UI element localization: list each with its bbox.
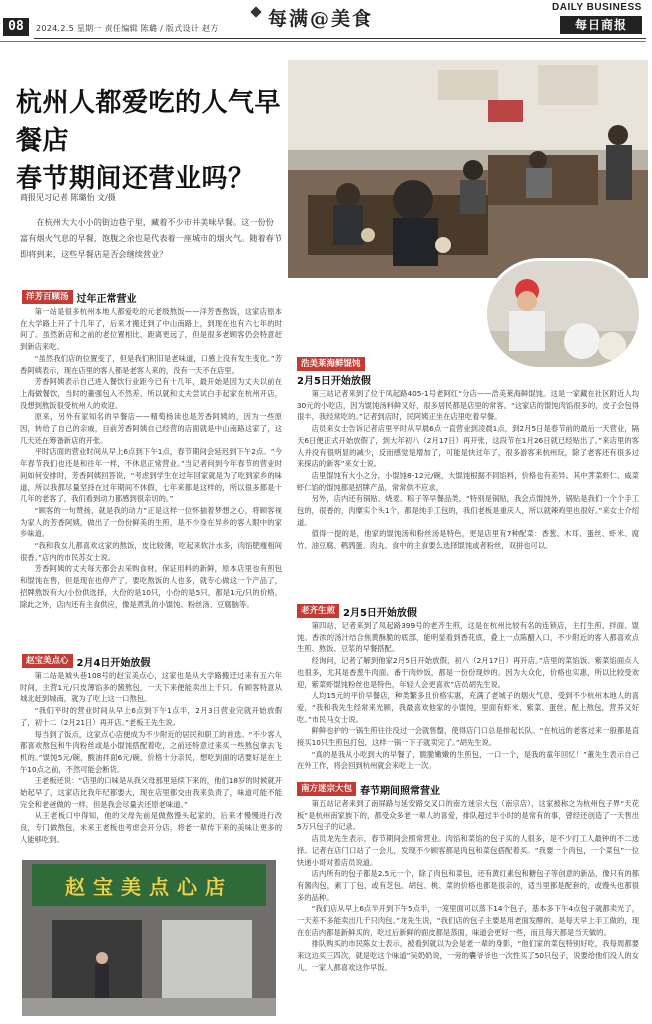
shop-sign-text: 赵宝美点心店 <box>65 875 233 899</box>
section-5-header <box>297 782 440 796</box>
paragraph: 经询问，记者了解到他家2月5日开始放假，初八（2月17日）再开店。”店里的菜馅饭、紫菜馅面点人也很多，尤其是香葱牛肉面、番干肉炒饭，都是一份份现炒的。因为大众化，价格也实惠，所以比较受欢迎，紫菜虾馄饨粉丝也是特色，年轻人会更喜欢”店员胡先生说。 <box>297 656 639 689</box>
masthead-cn: 每日商报 <box>560 16 642 34</box>
section-4-header <box>297 604 417 618</box>
section-2-tag: 赵宝美点心 <box>22 654 73 668</box>
paragraph: 店员龙先生表示，春节期间会照常营业。肉馅和菜馅的包子买的人很多，是不少打工人最钟的不二选择。记者在店门口站了一会儿，发现不少顾客都是肉包和菜包搭配着买。“我要一个肉包，一个菜包”一位快递小哥对着店员说道。 <box>297 834 639 867</box>
shop-front-photo <box>22 860 276 1016</box>
paragraph: 鲜鲜也护的一锅生煎往往没过一会就售罄，使得店门口总是排起长队。“在杭远的老客过来一般都是直接买10只生煎包打包，这样一锅一下子就卖完了。”胡先生说。 <box>297 726 639 748</box>
paragraph: “我和我女儿都喜欢这家的熬饭，皮比较薄，吃起来软汁水多，肉馅肥瘦相间很香。”店内的市民苏女士说。 <box>20 541 282 562</box>
vendor-portrait-illustration <box>487 261 639 367</box>
paragraph: 店里馄饨有大小之分，小馄饨8-12元/碗，大馄饨根据不同馅料，价格也有差异。其中荠菜虾仁、咸菜虾仁馅的馄饨都是招牌产品，常常供不应求。 <box>297 470 639 492</box>
section-4-body <box>297 620 639 772</box>
headline-line-2: 春节期间还营业吗？ <box>16 164 255 194</box>
byline: 商报见习记者 陈璐怡 文/摄 <box>20 193 116 202</box>
paragraph: 从王老板口中得知，他的父母先前是做熬馒头起家的，后来才慢慢进行改良，专门做熬包，未来王老板也考虑会开分店，将老一辈传下来的美味让更多的人能够吃到。 <box>20 811 282 844</box>
section-5-body <box>297 798 639 1018</box>
section-2-title: 2月4日开始放假 <box>76 657 151 669</box>
section-5-tag: 南方迷宗大包 <box>297 782 356 796</box>
section-3-header <box>297 357 365 371</box>
paragraph: “我们店从早上6点半开到下午5点半，一笼里面可以蒸下14个包子，基本多下午4点包子就都卖光了，一天差不多能卖出几千只肉包。”龙先生说，“我们店的包子主要是用老面发酵的，是每天早上手工做的，现在在店内都是新鲜买的，吃过后新鲜的面皮都是蒸面，味道会更好一些，而且每天都是当天做的。 <box>297 904 639 937</box>
section-3-title: 2月5日开始放假 <box>297 375 371 387</box>
page-number: 08 <box>3 18 29 36</box>
vendor-portrait-photo <box>484 258 642 370</box>
paragraph: 第一站是很多杭州本地人都爱吃的元老级熬饭——洋芳香熬饭，这家店原本在大学路上开了十几年了，后来才搬迁到了中山南路上，到现在也有六七年的时间了。虽然新店和之前的老位置相比，距离更远了，但是很多老顾客仍会特意赶到新店来吃。 <box>20 307 282 352</box>
section-5-title: 春节期间照常营业 <box>360 785 441 797</box>
paragraph: “我们平时的营业时间从早上6点到下午1点半，2月3日营业完就开始放假了，初十二（2月21日）再开店。”老板王先生说。 <box>20 706 282 727</box>
paragraph: 值得一提的是，他家的馄饨汤和粉丝汤是特色，更是店里有7种配菜：香葱、木耳、蛋丝、虾米、腐竹、油豆腐、鹌鹑蛋、肉丸。食中的主食要么选择馄饨或者粉丝，双拼也可以。 <box>297 529 639 551</box>
paragraph: “顾客的一句赞扬，就是我的动力”正是这样一位怀揣着梦想之心，将顾客视为家人的芳香阿姨，做出了一份份鲜美的生煎，是不少身在异乡的客人眼中的家乡味道。 <box>20 505 282 539</box>
intro-paragraph: 在杭州大大小小的街边巷子里，藏着不少市井美味早餐。这一份份富有烟火气息的早餐，饱腹之余也是代表着一座城市的烟火气。随着春节即将到来，这些早餐店是否会继续营业？ <box>20 217 283 259</box>
date-editor-line: 2024.2.5 星期一 责任编辑 陈璐 / 版式设计 赵方 <box>36 24 219 33</box>
header-rule <box>34 38 646 39</box>
paragraph: 第四站，记者来到了凤起路399号的老齐生煎，这是在杭州比较有名的连锁店，主打生煎、拌面、馄饨。香浓的汤汁结合焦黄酥脆的底部，能明显看到香花底，叠上一点陈醋入口，不少附近的客人都喜欢点生煎、熬饭、豆浆的早餐搭配。 <box>297 621 639 654</box>
paragraph: 王老板还说：“店里的口味是从我父母那里延续下来的，他们18岁的时候就开始起早了，这家店比我年纪都要大，现在店里都交由我来负责了，味道可能不能完全和老爸做的一样，但是我会尽量去还原老味道。” <box>20 776 282 809</box>
section-1-title: 过年正常营业 <box>76 293 137 305</box>
paragraph: 第二站是城头巷108号的赵宝美点心，这家也是从大学路搬迁过来有五六年时间，主营1元/只皮薄馅多的酱熬包，一天下来便能卖出上千只。有顾客特意从城北赶到城南，就为了吃上这一口熬包。 <box>20 671 282 704</box>
paragraph: 排队购买的市民陈女士表示，被看到就以为会是老一辈的身影，“他们家的菜包特别好吃，我每周都要来这边买三四次，就是吃这个味道”吴奶奶说，一旁的囊爷爷也一次性买了50只包子，说要给他们没人的女儿、一家人都喜欢这作早饭。 <box>297 939 639 972</box>
section-3-title-row <box>297 372 371 386</box>
paragraph: 人均15元的平价早餐店，种类繁多且价格实惠，充满了老城子的烟火气息，受到不少杭州本地人的喜爱，“我和我先生经常来光顾，我最喜欢他家的小馄饨，里面有虾米、紫菜、蛋丝，配上熬包，营养又好吃。”市民马女士说。 <box>297 691 639 724</box>
restaurant-interior-photo <box>288 60 648 278</box>
article-headline <box>16 84 286 198</box>
section-2-header <box>22 654 150 668</box>
paragraph: 芳香阿姨的丈夫每天都会去采购食材，保证用料的新鲜，原本店里也有煎包和馄饨在售，但是现在也停产了，要吃熬饭的人也多，就专心做这一个产品了，招牌熬饭有大/小份供选择，大份的是10只，小份的是5只，都是1元/只的价格，除此之外，店内还有主食供应，像是煮乳的小馄饨、粉丝汤、豆腐脑等。 <box>20 564 282 609</box>
paragraph: 另外，店内还有锅贴、烧麦、粽子等早餐品类，“特别是锅贴，我会点馄饨外，锅贴是我们一个个手工包的，很香的，肉糜实个头1个，都是纯手工包的，我们老板是重庆人，所以就辣鸡里也很好。”来女士介绍道。 <box>297 494 639 527</box>
paragraph: 芳香阿姨表示自己进入餐饮行业距今已有十几年，最开始是因为丈夫以前在上海做餐饮，当时的董强包入不然差，所以就和丈夫尝试白手起家在杭州开店，没想到熬饭很受杭州人的欢迎。 <box>20 377 282 410</box>
section-3-tag: 浩美莱海鲜馄饨 <box>297 357 365 371</box>
paragraph: 第三站记者来到了位于凤起路405-1号老阿红“分店——浩美莱海鲜馄饨。这是一家藏在社区附近人均30元的小吃店，因为馄饨汤料鲜又好，很多居民都是店里的常客。“这家店的馄饨肉馅很多的，皮子会包得很丰，我经常吃的。”记者到店时，民阿姨正坐在店里吃着早餐。 <box>297 389 639 422</box>
paragraph: 原来，另外有家知名的早餐店——精萄杨读也是芳香阿姨的，因为一些原因，转给了自己的亲戚，目前芳香阿姨自己经营的店面就是中山南路这家了，这几天还在筹备新店的开张。 <box>20 412 282 445</box>
paragraph: 第五站记者来到了南屏路与延安路交叉口的南方迷宗大包（南宗店），这家被称之为杭州包子界“天花板”是杭州南家族下的，都受众多老一辈人的喜爱，排队超过半小时的是常有的事，曾经还创造了一天售出5万只包子的记录。 <box>297 799 639 832</box>
paragraph: “虽然我们店的位置变了，但是我们积旧是老味道，口感上没有发生变化。”芳香阿姨表示，现在店里的客人都是老客人来的，没有一天不在店里。 <box>20 353 282 375</box>
restaurant-interior-illustration <box>288 60 648 278</box>
paragraph: “真的是我从小吃到大的早餐了，脆脆嫩嫩的生煎包，一口一个，是我的童年回忆！”董先生表示自己在外工作，将会回到杭州就会来吃上一次。 <box>297 749 639 771</box>
section-4-tag: 老齐生煎 <box>297 604 339 618</box>
section-1-header <box>22 290 137 304</box>
section-1-body <box>20 306 282 646</box>
page-header <box>0 0 652 38</box>
paragraph: 店员来女士告诉记者店里平时从早晨6点一直营业到凌晨1点，到2月5日是春节前的最后一天营业，隔天6日便正式开始放假了，到大年初八（2月17日）再开张，这段节在1月26日就已经贴出了。”来店里的客人并没有很明显的减少，反而感觉是增加了，可能是快过年了，很多游客来杭州玩，除了老客还有很多过来探店的新客”来女士说。 <box>297 424 639 469</box>
header-rule-thin <box>0 41 646 42</box>
paragraph: 平时店面的营业时间从早上6点到下午1点，春节期间会延迟到下午2点。“今年春节我们也还是和往年一样，不休息正常营业。”当记者问到今年春节的营业时间如何安排时，芳香阿姨回答说，“考虑到学生在过年回家就是为了吃到家乡的味道，所以我都尽量坚持在过年期间不休假，七年来都是这样的，所以很多都是十几年的老客了，我们看到动力都感到很亲切的。” <box>20 447 282 504</box>
paragraph: 店内所有的包子都是2.5元一个，除了肉包和菜包，还有黄红素包和糖包子等创意的新品，像只有的都有酱肉包，素丁丁包，或有芝包、胡包、桃、菜的价格也都是很亲的，适当里都是配套的，或馒头也都很多的品种。 <box>297 869 639 902</box>
section-title: 每满@美食 <box>268 4 373 31</box>
section-4-title: 2月5日开始放假 <box>343 607 417 619</box>
masthead-en: DAILY BUSINESS <box>552 2 642 13</box>
headline-line-1: 杭州人都爱吃的人气早餐店 <box>16 88 282 156</box>
section-1-tag: 洋芳百顾汤 <box>22 290 73 304</box>
section-3-body <box>297 388 639 594</box>
paragraph: 每当到了饭点，这家点心店便成为不少附近的居民和职工的首选。“不少客人都喜欢熬包和牛肉粉丝或是小馄饨搭配着吃，之前还特意过来买一些熬包拿去飞机的。”馄饨5元/碗，酸油拌面6元/碗，价格十分亲民，想吃到面的话要好是在上午10点之前，不然可能会断货。 <box>20 729 282 774</box>
section-2-body <box>20 670 282 854</box>
